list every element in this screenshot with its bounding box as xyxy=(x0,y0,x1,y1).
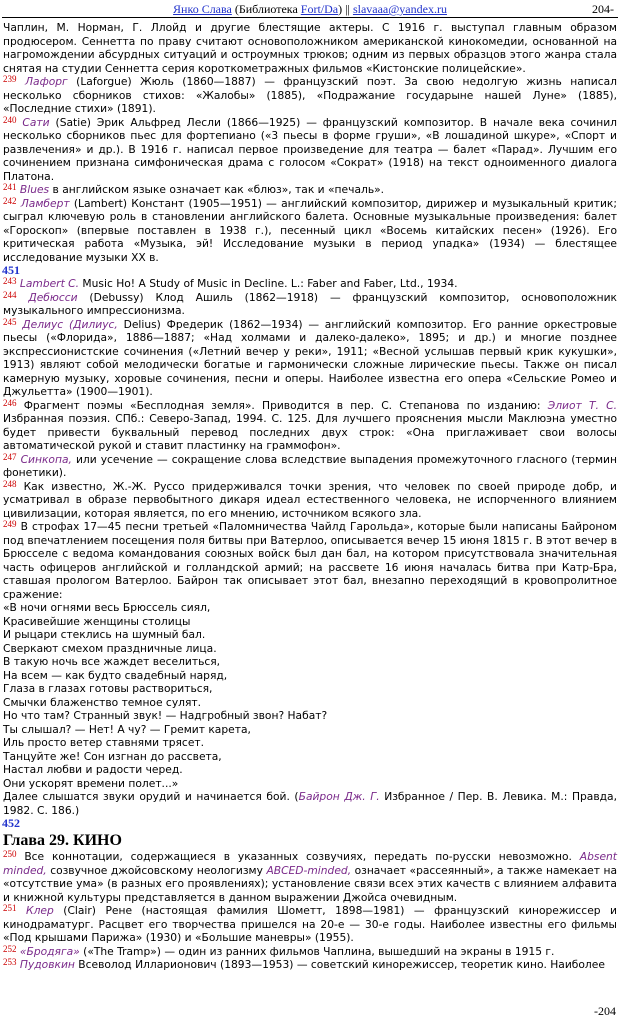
footnote-242 xyxy=(3,197,617,265)
footnote-text: Избранная поэзия. СПб.: Северо-Запад, 1994. С. 125. Для лучшего прояснения мысли Маклюэна уместно будет привести буквальный перевод последних двух строк: «Она приглаживает свои волосы автоматической рукой и ставит пластинку на граммофон». xyxy=(3,412,617,452)
footnote-name: Лафорг xyxy=(25,75,68,88)
footnote-text: в английском языке означает как «блюз», так и «печаль». xyxy=(49,183,385,196)
poem-quote xyxy=(3,601,617,790)
footnote-number: 250 xyxy=(3,849,17,859)
footnote-248 xyxy=(3,480,617,521)
footnote-number: 249 xyxy=(3,519,17,529)
intro-paragraph: Чаплин, М. Норман, Г. Ллойд и другие блестящие актеры. С 1916 г. выступал главным образом продюсером. Сеннетта по праву считают основоположником американской кинокомедии, основанной на нагромождении абсурдных ситуаций и остроумных трюков; одним из первых образцов этого жанра стала снятая на студии Сеннетта серия короткометражных фильмов «Кистонские полицейские». xyxy=(3,21,617,75)
email-link[interactable]: slavaaa@yandex.ru xyxy=(352,2,447,16)
footnote-name: Элиот Т. С. xyxy=(547,398,617,412)
footnote-pre: Далее слышатся звуки орудий и начинается бой. ( xyxy=(3,790,299,803)
poem-line: Ты слышал? — Нет! А чу? — Гремит карета, xyxy=(3,722,251,736)
fortda-link[interactable]: Fort/Da xyxy=(300,2,339,16)
footnote-name: Blues xyxy=(19,183,50,196)
poem-line: В такую ночь все жаждет веселиться, xyxy=(3,655,221,668)
footnote-text: Всеволод Илларионович (1893—1953) — советский кинорежиссер, теоретик кино. Наиболее xyxy=(74,958,605,971)
header-sep2: || xyxy=(342,2,353,16)
footnote-241 xyxy=(3,183,617,197)
poem-line: Настал любви и радости черед. xyxy=(3,763,183,776)
footnote-name: Absent minded, xyxy=(3,850,617,877)
footnote-name: Синкопа, xyxy=(20,452,72,466)
footnote-text: или усечение — сокращение слова вследствие выпадения промежуточного гласного (термин фонетики). xyxy=(3,452,617,479)
footnote-250 xyxy=(3,850,617,904)
footnote-name: «Бродяга» xyxy=(19,944,80,958)
footer-page-number: -204 xyxy=(594,1004,616,1018)
footnote-text: (Clair) Рене (настоящая фамилия Шометт, 1898—1981) — французский кинорежиссер и кинодраматург. Расцвет его творчества пришелся на 20-е — 30-е годы. Наиболее известны его фильмы «Под крышами Парижа» (1930) и «Большие маневры» (1955). xyxy=(3,904,617,944)
author-link[interactable]: Янко Слава xyxy=(173,2,232,16)
poem-line: Танцуйте же! Сон изгнан до рассвета, xyxy=(3,749,222,763)
footnote-number: 243 xyxy=(3,276,17,286)
header-sep: ) xyxy=(338,2,343,16)
footnote-243 xyxy=(3,277,617,291)
footnote-number: 247 xyxy=(3,451,17,462)
poem-line: Сверкают смехом праздничные лица. xyxy=(3,641,217,655)
footnote-number: 242 xyxy=(3,195,17,206)
poem-line: Смычки блаженство темное сулят. xyxy=(3,695,202,709)
footnote-text: Избранное / Пер. В. Левика. М.: Правда, 1982. С. 186.) xyxy=(3,790,617,817)
footnote-247 xyxy=(3,453,617,480)
footnote-239 xyxy=(3,75,617,116)
footnote-text: означает «рассеянный», а также намекает на «отсутствие ума» (в разных его проявлениях); установление связи всех этих качеств с влиянием алфавита и книжной культуры представляется в данном выражении Джойса очевидным. xyxy=(3,863,617,904)
chapter-title: Глава 29. КИНО xyxy=(3,832,122,849)
footnote-text: (Debussy) Клод Ашиль (1862—1918) — французский композитор, основоположник музыкального импрессионизма. xyxy=(3,290,617,317)
footnote-249-continued xyxy=(3,790,617,817)
footnote-text: (Laforgue) Жюль (1860—1887) — французский поэт. За свою недолгую жизнь написал несколько сборников стихов: «Жалобы» (1885), «Подражание государыне нашей Луне» (1885), «Последние стихи» (1891). xyxy=(3,75,617,115)
footnote-name: Lambert C. xyxy=(19,277,80,290)
footnote-text: Как известно, Ж.-Ж. Руссо придерживался точки зрения, что человек по своей природе добр, и усматривал в образе первобытного дикаря идеал естественного человека, не испорченного влиянием цивилизации, которая является, по его мнению, источником всякого зла. xyxy=(3,479,617,520)
poem-line: Но что там? Странный звук! — Надгробный звон? Набат? xyxy=(3,709,328,722)
footnote-number: 248 xyxy=(3,478,17,489)
footnote-251 xyxy=(3,904,617,945)
footnote-number: 252 xyxy=(3,943,17,954)
footnote-text: Delius) Фредерик (1862—1934) — английский композитор. Его ранние оркестровые пьесы («Флорида», 1886—1887; «Над холмами и далеко-далеко», 1895; и др.) и многие позднее экспрессионистские сочинения («Летний вечер у реки», 1911; «Весной услышав первый крик кукушки», 1913) являют собой мелодически богатые и гармонически сложные лирические пьесы. Также он писал камерную музыку, хоровые сочинения, песни и оперы. Наиболее известна его опера «Сельские Ромео и Джульетта» (1900—1901). xyxy=(3,317,617,398)
poem-line: Глаза в глазах готовы раствориться, xyxy=(3,682,213,695)
footnote-253 xyxy=(3,958,617,972)
poem-line: И рыцари стеклись на шумный бал. xyxy=(3,628,206,641)
footnote-mid: созвучное джойсовскому неологизму xyxy=(46,863,267,877)
footnote-text: (Lambert) Констант (1905—1951) — английский композитор, дирижер и музыкальный критик; сыграл ключевую роль в становлении английского балета. Основные музыкальные произведения: балет «Гороскоп» (впервые поставлен в 1938 г.), песенный цикл «Восемь китайских песен» (1926). Его критическая работа «Музыка, эй! Исследование музыки в период упадка» (1934) — блестящее исследование музыки XX в. xyxy=(3,196,617,264)
original-page-marker: 451 xyxy=(2,263,20,277)
footnote-text: Music Ho! A Study of Music in Decline. L.: Faber and Faber, Ltd., 1934. xyxy=(79,277,458,290)
footnote-number: 239 xyxy=(3,74,17,84)
footnote-name: Байрон Дж. Г. xyxy=(298,790,380,803)
footnote-244 xyxy=(3,291,617,318)
poem-line: На всем — как будто свадебный наряд, xyxy=(3,668,228,682)
footnote-245 xyxy=(3,318,617,399)
poem-line: Красивейшие женщины столицы xyxy=(3,614,191,628)
footnote-name: Клер xyxy=(26,904,54,917)
footnote-246 xyxy=(3,399,617,453)
original-page-marker: 452 xyxy=(2,816,20,830)
footnote-name: Ламберт xyxy=(20,196,70,210)
footnote-240 xyxy=(3,116,617,184)
footnote-text: («The Tramp») — один из ранних фильмов Чаплина, вышедший на экраны в 1915 г. xyxy=(79,944,555,958)
library-label: (Библиотека xyxy=(234,2,301,16)
footnote-number: 244 xyxy=(3,289,17,300)
footnote-number: 241 xyxy=(3,182,17,192)
footnote-number: 253 xyxy=(3,957,17,967)
footnote-text: В строфах 17—45 песни третьей «Паломничества Чайлд Гарольда», которые были написаны Байроном под впечатлением посещения поля битвы при Ватерлоо, описывается вечер 15 июня 1815 г. В этот вечер в Брюсселе с ведома командования союзных войск был дан бал, на котором присутствовала значительная часть офицеров английской и голландской армий; на рассвете 16 июня началась битва при Катр-Бра, ставшая прологом Ватерлоо. Байрон так описывает этот бал, внезапно переходящий в кровопролитное сражение: xyxy=(3,520,617,601)
footnote-name: Дебюсси xyxy=(28,290,78,304)
footnote-text: (Satie) Эрик Альфред Лесли (1866—1925) — французский композитор. В начале века сочинил несколько сборников пьес для фортепиано («3 пьесы в форме груши», «В лошадиной шкуре», «Спорт и развлечения» и др.). В 1916 г. написал первое произведение для театра — балет «Парад». Лучшим его сочинением признана симфоническая драма с голосом «Сократ» (1918) на текст одноименного диалога Платона. xyxy=(3,115,617,183)
header-line xyxy=(2,2,618,17)
footnote-number: 251 xyxy=(3,903,17,913)
footnote-number: 245 xyxy=(3,316,17,327)
page-header xyxy=(2,0,618,18)
footnote-name: Сати xyxy=(22,115,50,129)
footnote-number: 240 xyxy=(3,114,17,125)
footnote-pre: Фрагмент поэмы «Бесплодная земля». Приводится в пер. С. Степанова по изданию: xyxy=(16,398,548,412)
poem-line: Они ускорят времени полет...» xyxy=(3,776,179,790)
footnote-number: 246 xyxy=(3,397,17,408)
footnote-name: Пудовкин xyxy=(19,958,75,971)
footnote-249 xyxy=(3,520,617,601)
footnote-name: Делиус (Дилиус, xyxy=(22,317,118,331)
header-page-number: 204- xyxy=(592,2,614,16)
footnote-252 xyxy=(3,945,617,959)
footnote-name-2: ABCED-minded, xyxy=(266,863,352,877)
footnote-pre: Все коннотации, содержащиеся в указанных созвучиях, передать по-русски невозможно. xyxy=(24,850,580,863)
poem-line: Иль просто ветер ставнями трясет. xyxy=(3,736,205,749)
poem-line: «В ночи огнями весь Брюссель сиял, xyxy=(3,601,211,614)
page-content xyxy=(0,21,620,972)
